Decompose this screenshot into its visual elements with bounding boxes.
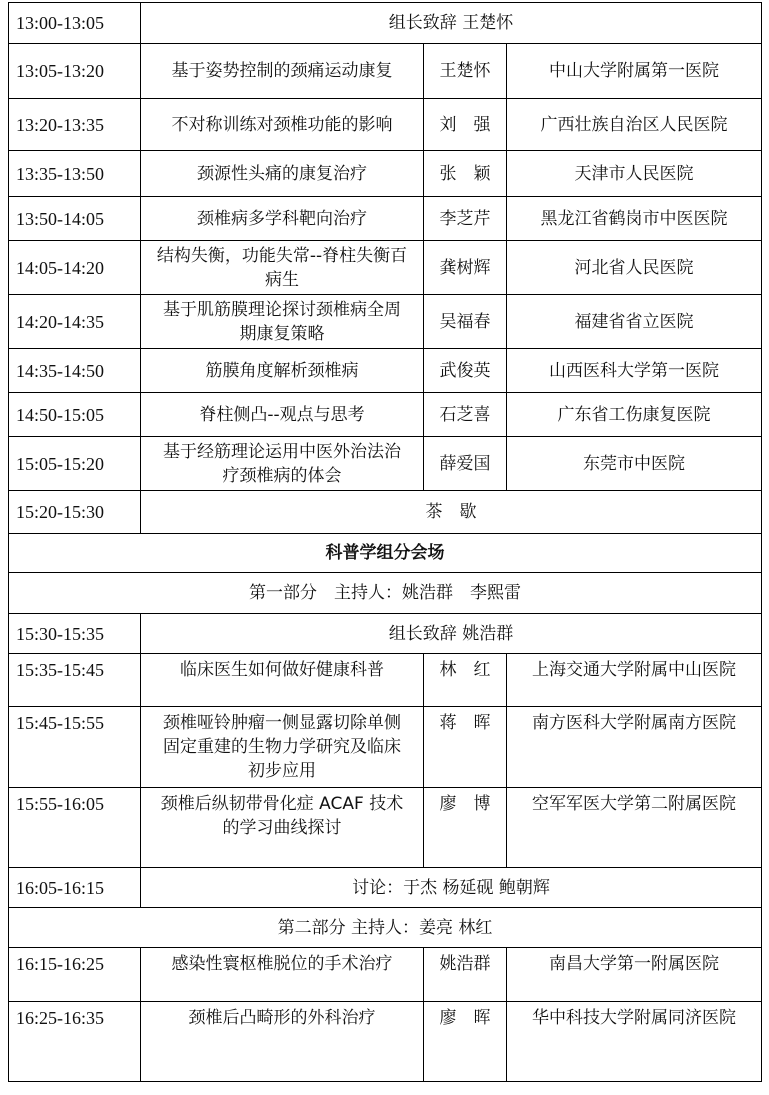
time-cell: 15:20-15:30	[9, 491, 141, 534]
host-row	[9, 908, 762, 948]
topic-cell: 基于姿势控制的颈痛运动康复	[141, 44, 424, 99]
topic-cell: 颈源性头痛的康复治疗	[141, 151, 424, 197]
hospital-cell: 山西医科大学第一医院	[507, 349, 762, 393]
section-row	[9, 534, 762, 573]
speaker-cell: 武俊英	[424, 349, 507, 393]
talk-row	[9, 707, 762, 788]
speaker-cell: 刘 强	[424, 99, 507, 151]
topic-cell: 临床医生如何做好健康科普	[141, 654, 424, 707]
talk-row	[9, 1002, 762, 1082]
hospital-cell: 华中科技大学附属同济医院	[507, 1002, 762, 1082]
speaker-cell: 龚树辉	[424, 241, 507, 295]
speaker-cell: 吴福春	[424, 295, 507, 349]
hospital-cell: 东莞市中医院	[507, 437, 762, 491]
speaker-cell: 廖 博	[424, 788, 507, 868]
talk-row	[9, 151, 762, 197]
time-cell: 16:25-16:35	[9, 1002, 141, 1082]
topic-cell: 基于肌筋膜理论探讨颈椎病全周期康复策略	[141, 295, 424, 349]
session-cell: 组长致辞 王楚怀	[141, 3, 762, 44]
hospital-cell: 空军军医大学第二附属医院	[507, 788, 762, 868]
time-cell: 13:20-13:35	[9, 99, 141, 151]
topic-cell: 不对称训练对颈椎功能的影响	[141, 99, 424, 151]
talk-row	[9, 99, 762, 151]
talk-row	[9, 349, 762, 393]
topic-cell: 脊柱侧凸--观点与思考	[141, 393, 424, 437]
schedule-table	[8, 2, 762, 1082]
talk-row	[9, 788, 762, 868]
talk-row	[9, 654, 762, 707]
time-cell: 14:35-14:50	[9, 349, 141, 393]
talk-row	[9, 295, 762, 349]
hospital-cell: 南昌大学第一附属医院	[507, 948, 762, 1002]
time-cell: 15:35-15:45	[9, 654, 141, 707]
session-cell: 茶 歇	[141, 491, 762, 534]
talk-row	[9, 948, 762, 1002]
time-cell: 15:45-15:55	[9, 707, 141, 788]
speaker-cell: 姚浩群	[424, 948, 507, 1002]
hospital-cell: 广东省工伤康复医院	[507, 393, 762, 437]
host-cell: 第二部分 主持人：姜亮 林红	[9, 908, 762, 948]
session-cell: 讨论：于杰 杨延砚 鲍朝辉	[141, 868, 762, 908]
hospital-cell: 天津市人民医院	[507, 151, 762, 197]
topic-cell: 颈椎哑铃肿瘤一侧显露切除单侧固定重建的生物力学研究及临床初步应用	[141, 707, 424, 788]
speaker-cell: 廖 晖	[424, 1002, 507, 1082]
speaker-cell: 王楚怀	[424, 44, 507, 99]
talk-row	[9, 197, 762, 241]
topic-cell: 颈椎后纵韧带骨化症 ACAF 技术的学习曲线探讨	[141, 788, 424, 868]
time-cell: 14:05-14:20	[9, 241, 141, 295]
speaker-cell: 林 红	[424, 654, 507, 707]
topic-cell: 颈椎后凸畸形的外科治疗	[141, 1002, 424, 1082]
hospital-cell: 黑龙江省鹤岗市中医医院	[507, 197, 762, 241]
topic-cell: 基于经筋理论运用中医外治法治疗颈椎病的体会	[141, 437, 424, 491]
session-row	[9, 868, 762, 908]
session-row	[9, 3, 762, 44]
speaker-cell: 石芝喜	[424, 393, 507, 437]
session-row	[9, 614, 762, 654]
host-cell: 第一部分 主持人：姚浩群 李熙雷	[9, 573, 762, 614]
session-cell: 组长致辞 姚浩群	[141, 614, 762, 654]
time-cell: 16:05-16:15	[9, 868, 141, 908]
time-cell: 14:20-14:35	[9, 295, 141, 349]
time-cell: 13:00-13:05	[9, 3, 141, 44]
topic-cell: 颈椎病多学科靶向治疗	[141, 197, 424, 241]
topic-cell: 结构失衡，功能失常--脊柱失衡百病生	[141, 241, 424, 295]
talk-row	[9, 393, 762, 437]
speaker-cell: 李芝芹	[424, 197, 507, 241]
host-row	[9, 573, 762, 614]
time-cell: 13:05-13:20	[9, 44, 141, 99]
speaker-cell: 蒋 晖	[424, 707, 507, 788]
hospital-cell: 福建省省立医院	[507, 295, 762, 349]
speaker-cell: 薛爱国	[424, 437, 507, 491]
session-row	[9, 491, 762, 534]
talk-row	[9, 44, 762, 99]
schedule-body	[9, 3, 762, 1082]
speaker-cell: 张 颖	[424, 151, 507, 197]
topic-cell: 感染性寰枢椎脱位的手术治疗	[141, 948, 424, 1002]
hospital-cell: 中山大学附属第一医院	[507, 44, 762, 99]
section-title: 科普学组分会场	[9, 534, 762, 573]
talk-row	[9, 437, 762, 491]
hospital-cell: 广西壮族自治区人民医院	[507, 99, 762, 151]
topic-cell: 筋膜角度解析颈椎病	[141, 349, 424, 393]
time-cell: 16:15-16:25	[9, 948, 141, 1002]
hospital-cell: 河北省人民医院	[507, 241, 762, 295]
time-cell: 15:30-15:35	[9, 614, 141, 654]
time-cell: 13:50-14:05	[9, 197, 141, 241]
time-cell: 13:35-13:50	[9, 151, 141, 197]
time-cell: 15:05-15:20	[9, 437, 141, 491]
hospital-cell: 南方医科大学附属南方医院	[507, 707, 762, 788]
hospital-cell: 上海交通大学附属中山医院	[507, 654, 762, 707]
talk-row	[9, 241, 762, 295]
time-cell: 15:55-16:05	[9, 788, 141, 868]
time-cell: 14:50-15:05	[9, 393, 141, 437]
